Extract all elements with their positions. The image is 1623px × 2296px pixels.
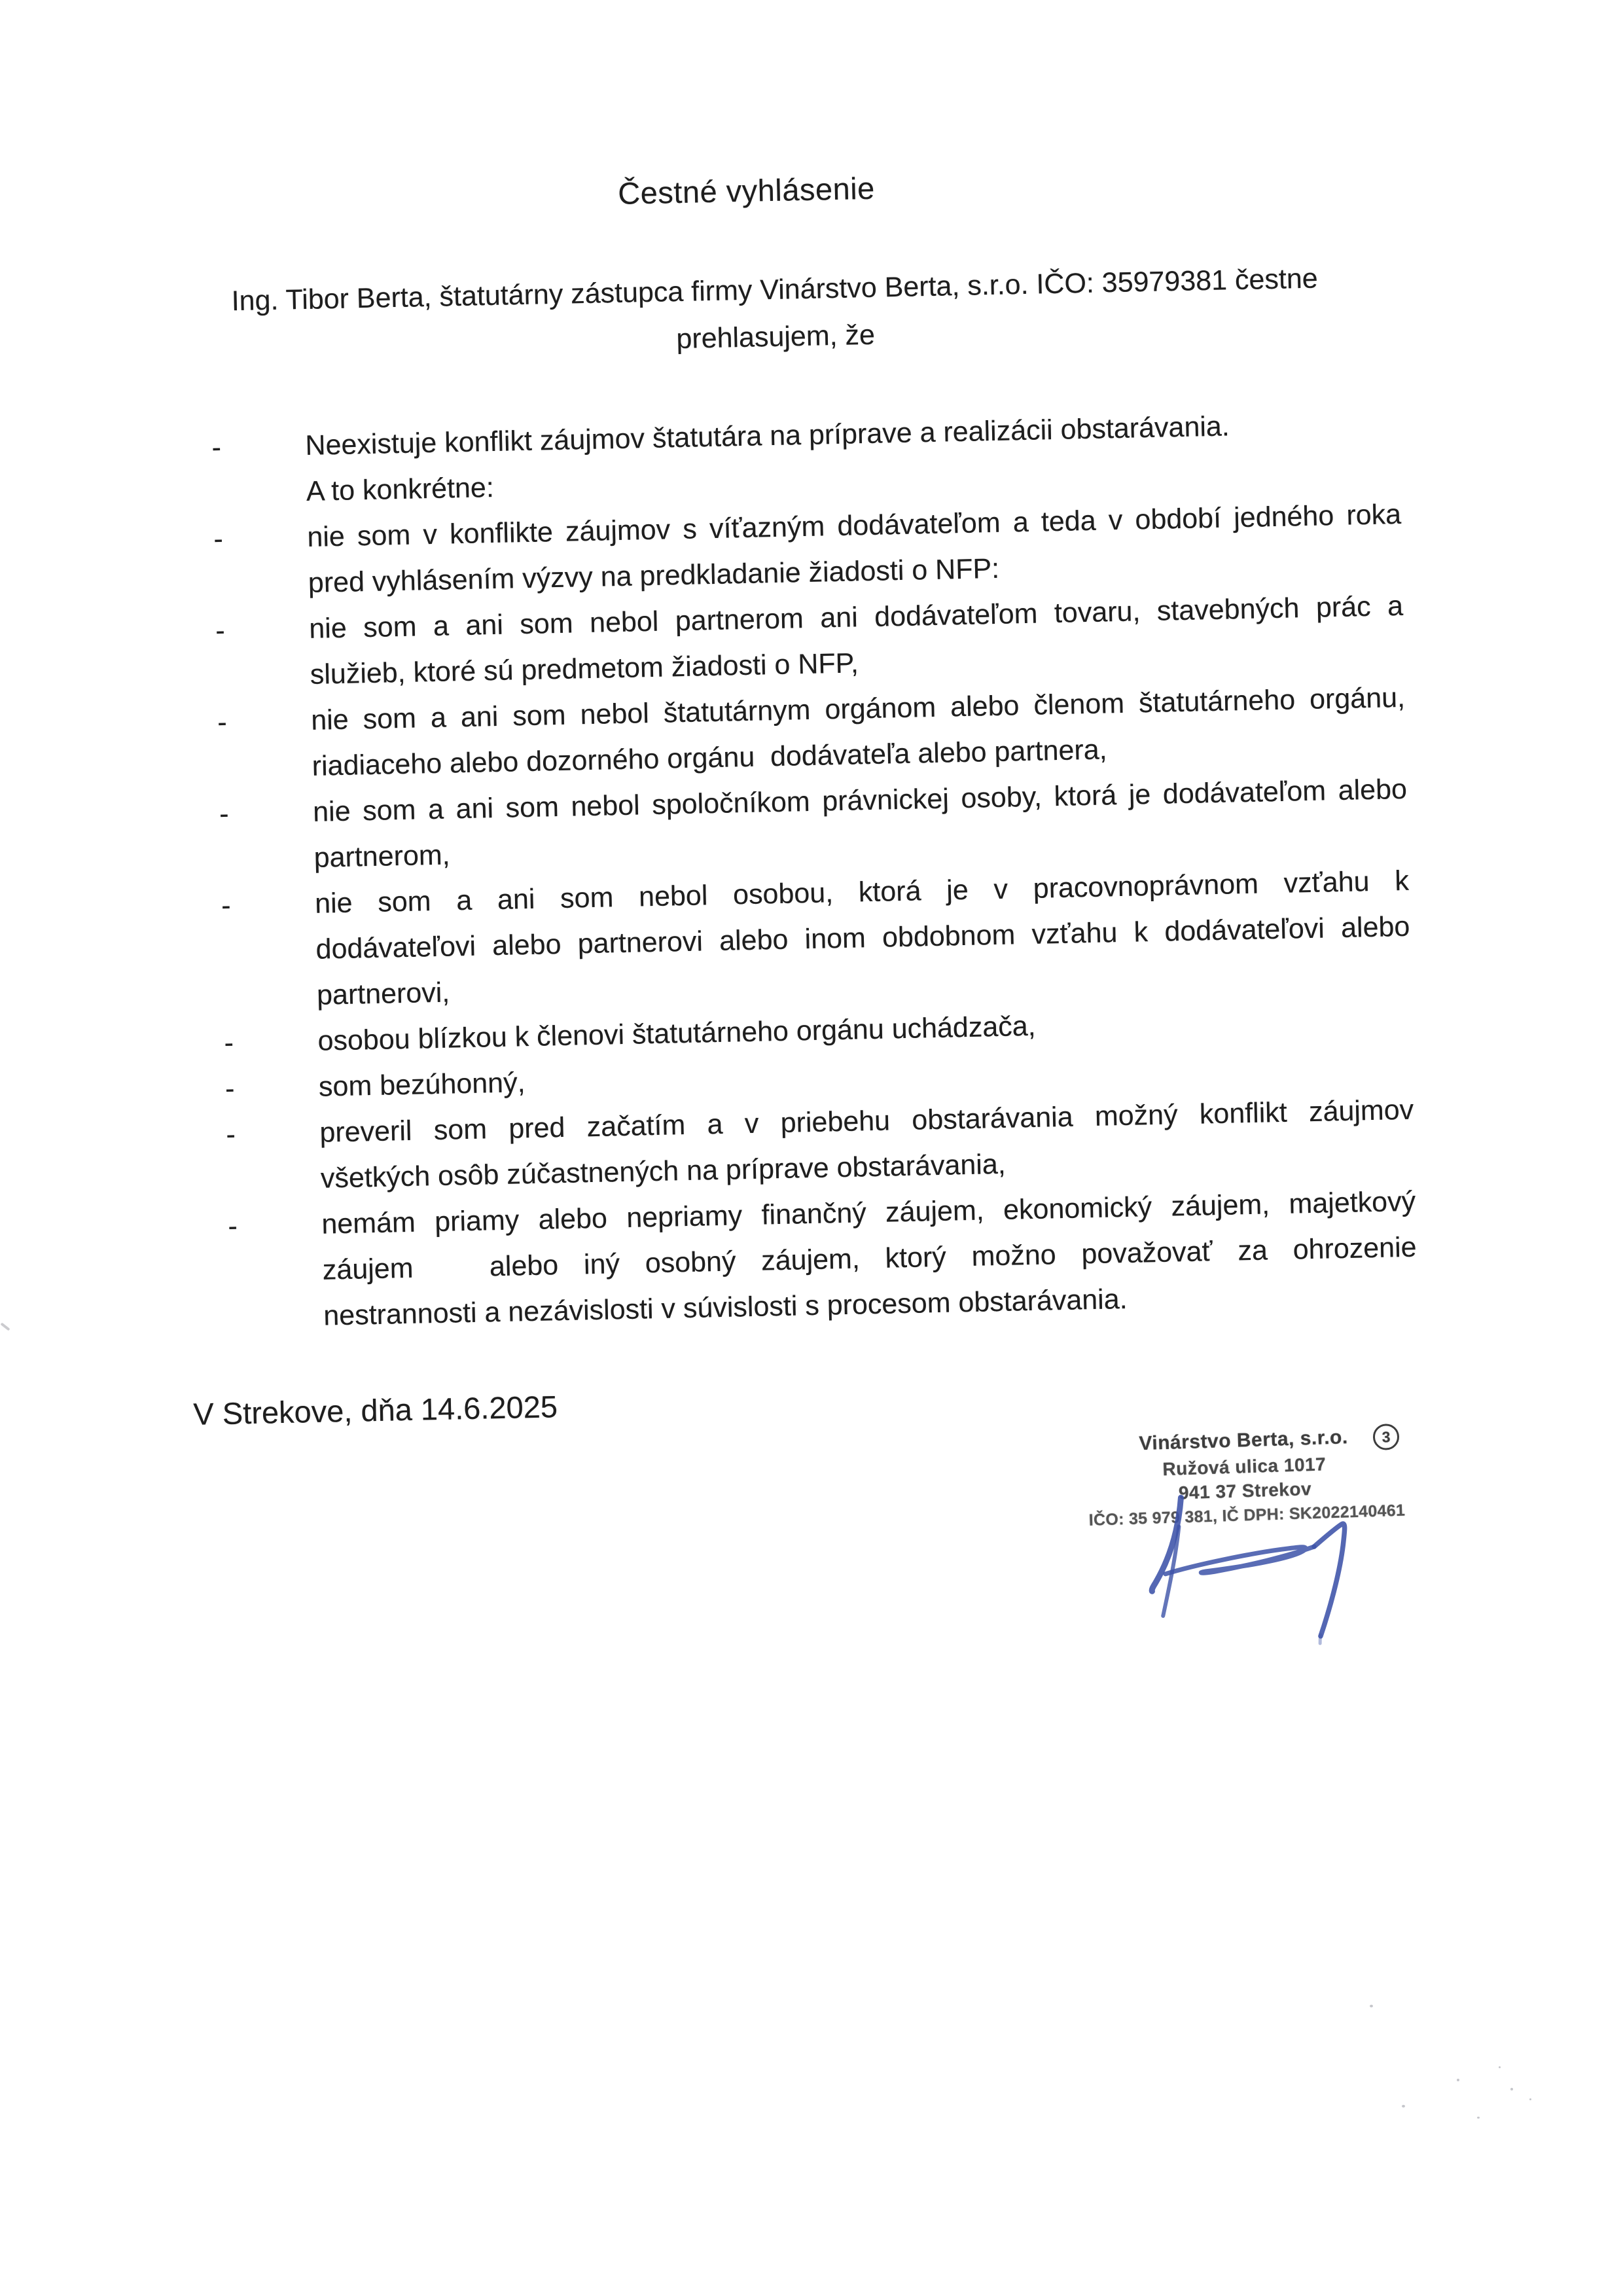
bullet-dash-icon: - xyxy=(224,1027,234,1059)
bullet-dash-icon: - xyxy=(221,889,232,922)
bullet-text-line: pred vyhlásením výzvy na predkladanie žiadosti o NFP: xyxy=(308,552,1000,599)
scan-speck xyxy=(1529,2098,1531,2100)
bullet-text xyxy=(321,1179,1418,1339)
bullet-dash-icon: - xyxy=(226,1119,236,1151)
stamp-city: 941 37 Strekov xyxy=(1178,1479,1312,1503)
bullet-dash-icon: - xyxy=(211,431,222,463)
bullet-text-line: záujem alebo iný osobný záujem, ktorý možno považovať za ohrozenie xyxy=(322,1231,1418,1286)
document-title: Čestné vyhlásenie xyxy=(617,170,876,211)
scan-speck xyxy=(1457,2079,1459,2081)
declarant-intro-line: Ing. Tibor Berta, štatutárny zástupca firmy Vinárstvo Berta, s.r.o. IČO: 35979381 čestne xyxy=(231,262,1319,317)
bullet-text-line: všetkých osôb zúčastnených na príprave obstarávania, xyxy=(320,1148,1007,1194)
stamp-street: Ružová ulica 1017 xyxy=(1162,1454,1327,1480)
scan-speck xyxy=(1499,2066,1501,2068)
stamp-registration-ids: IČO: 35 979 381, IČ DPH: SK2022140461 xyxy=(1088,1501,1406,1530)
bullet-text-line: služieb, ktoré sú predmetom žiadosti o NFP, xyxy=(310,647,859,691)
stamp-number-badge: 3 xyxy=(1372,1424,1399,1450)
scan-speck xyxy=(1510,2088,1513,2090)
bullet-dash-icon: - xyxy=(215,615,226,647)
bullet-text-line: nemám priamy alebo nepriamy finančný záujem, ekonomický záujem, majetkový xyxy=(321,1185,1416,1240)
bullet-text-line: partnerovi, xyxy=(316,977,450,1011)
bullet-text-line: nestrannosti a nezávislosti v súvislosti s procesom obstarávania. xyxy=(323,1283,1128,1332)
declarant-intro-continuation: prehlasujem, že xyxy=(675,319,876,355)
bullet-text-line: dodávateľovi alebo partnerovi alebo inom obdobnom vzťahu k dodávateľovi alebo xyxy=(315,910,1410,965)
bullet-dash-icon: - xyxy=(217,706,228,738)
bullet-text-line: nie som a ani som nebol osobou, ktorá je v pracovnoprávnom vzťahu k xyxy=(314,865,1410,920)
bullet-dash-icon: - xyxy=(224,1073,235,1105)
bullet-dash-icon: - xyxy=(227,1210,238,1242)
declaration-bullet-list xyxy=(211,400,1418,1341)
bullet-text-line: riadiaceho alebo dozorného orgánu dodávateľa alebo partnera, xyxy=(312,734,1108,782)
place-and-date-line: V Strekove, dňa 14.6.2025 xyxy=(192,1389,558,1431)
bullet-text-line: nie som a ani som nebol štatutárnym orgánom alebo členom štatutárneho orgánu, xyxy=(310,681,1406,736)
scan-speck xyxy=(1477,2117,1480,2119)
bullet-text-line: osobou blízkou k členovi štatutárneho orgánu uchádzača, xyxy=(317,1010,1037,1057)
bullet-text-line: Neexistuje konflikt záujmov štatutára na príprave a realizácii obstarávania. xyxy=(304,410,1230,461)
bullet-text-line: preveril som pred začatím a v priebehu obstarávania možný konflikt záujmov xyxy=(319,1094,1414,1149)
bullet-item xyxy=(221,858,1411,1020)
handwritten-signature xyxy=(1120,1483,1373,1665)
bullet-dash-icon: - xyxy=(219,798,230,830)
bullet-text-line: partnerom, xyxy=(313,839,451,874)
bullet-text-line: nie som a ani som nebol spoločníkom právnickej osoby, ktorá je dodávateľom alebo xyxy=(312,773,1408,828)
scan-speck xyxy=(1370,2005,1373,2007)
bullet-text-line: nie som v konflikte záujmov s víťazným dodávateľom a teda v období jedného roka xyxy=(306,498,1402,553)
bullet-dash-icon: - xyxy=(213,523,224,555)
scan-speck xyxy=(1402,2105,1405,2108)
stamp-company-name: Vinárstvo Berta, s.r.o. xyxy=(1138,1426,1349,1455)
bullet-text-line: som bezúhonný, xyxy=(318,1067,526,1103)
bullet-item xyxy=(228,1179,1418,1341)
bullet-text-line: nie som a ani som nebol partnerom ani dodávateľom tovaru, stavebných prác a xyxy=(308,590,1404,645)
bullet-text-line: A to konkrétne: xyxy=(306,471,495,507)
bullet-text xyxy=(314,858,1411,1018)
